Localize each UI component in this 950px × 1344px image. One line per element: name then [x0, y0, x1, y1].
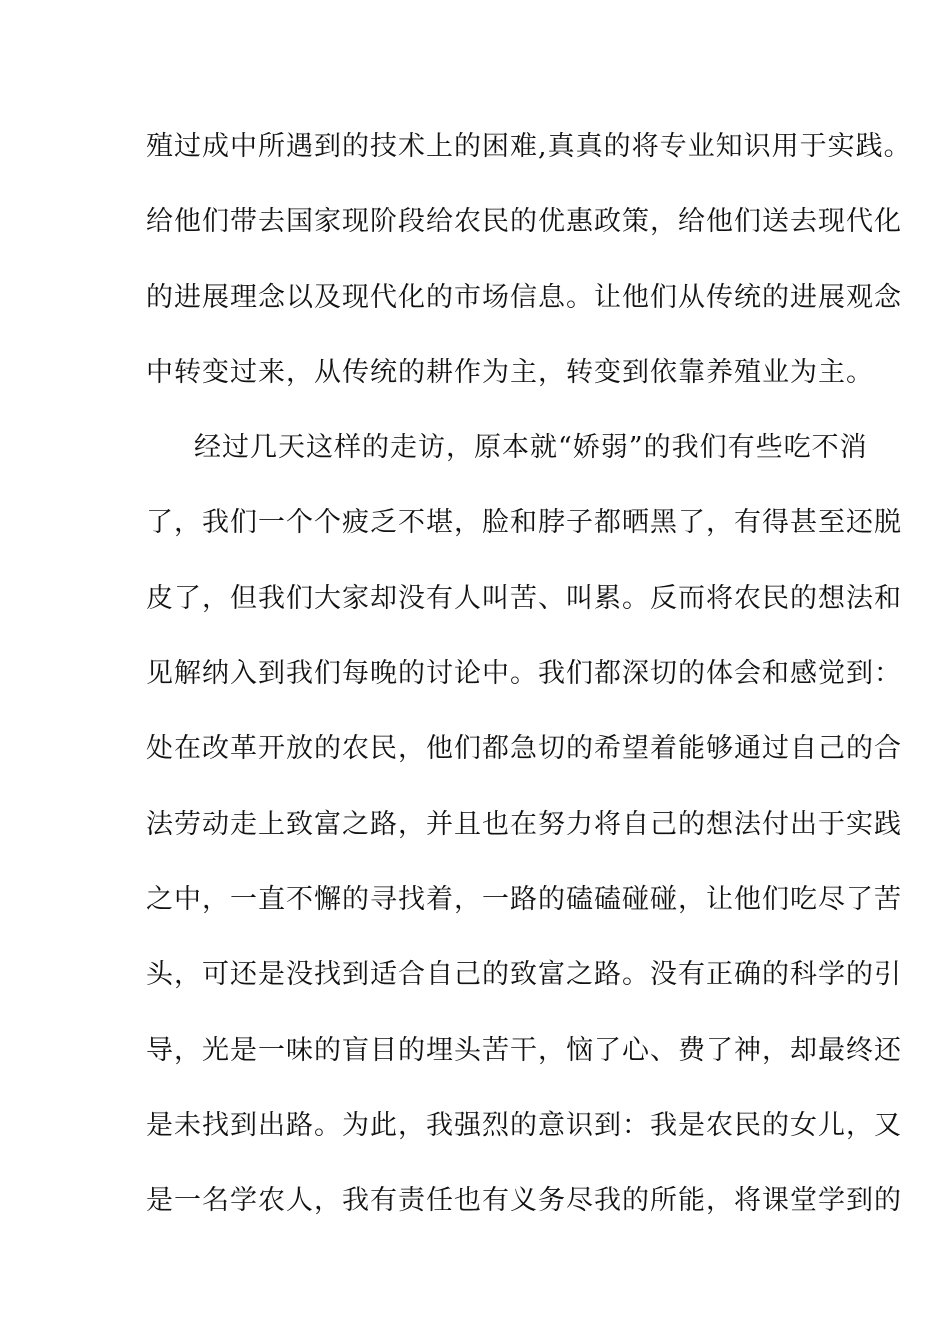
text-line: 导，光是一味的盲目的埋头苦干，恼了心、费了神，却最终还 — [146, 1034, 902, 1066]
paragraph-first-line: 经过几天这样的走访，原本就“娇弱”的我们有些吃不消 — [194, 432, 868, 464]
text-line: 了，我们一个个疲乏不堪，脸和脖子都晒黑了，有得甚至还脱 — [146, 507, 902, 539]
text-line: 头，可还是没找到适合自己的致富之路。没有正确的科学的引 — [146, 959, 902, 991]
text-line: 见解纳入到我们每晚的讨论中。我们都深切的体会和感觉到： — [146, 658, 902, 690]
text-line: 之中，一直不懈的寻找着，一路的磕磕碰碰，让他们吃尽了苦 — [146, 883, 902, 915]
text-line: 是未找到出路。为此，我强烈的意识到：我是农民的女儿，又 — [146, 1109, 902, 1141]
text-line: 殖过成中所遇到的技术上的困难,真真的将专业知识用于实践。 — [146, 131, 912, 162]
text-line: 的进展理念以及现代化的市场信息。让他们从传统的进展观念 — [146, 281, 902, 313]
text-line: 中转变过来，从传统的耕作为主，转变到依靠养殖业为主。 — [146, 356, 874, 388]
text-line: 法劳动走上致富之路，并且也在努力将自己的想法付出于实践 — [146, 808, 902, 840]
body-text — [146, 130, 912, 1259]
text-line: 处在改革开放的农民，他们都急切的希望着能够通过自己的合 — [146, 733, 902, 765]
text-line: 给他们带去国家现阶段给农民的优惠政策，给他们送去现代化 — [146, 206, 902, 238]
text-line: 是一名学农人，我有责任也有义务尽我的所能，将课堂学到的 — [146, 1185, 902, 1217]
text-line: 皮了，但我们大家却没有人叫苦、叫累。反而将农民的想法和 — [146, 582, 902, 614]
